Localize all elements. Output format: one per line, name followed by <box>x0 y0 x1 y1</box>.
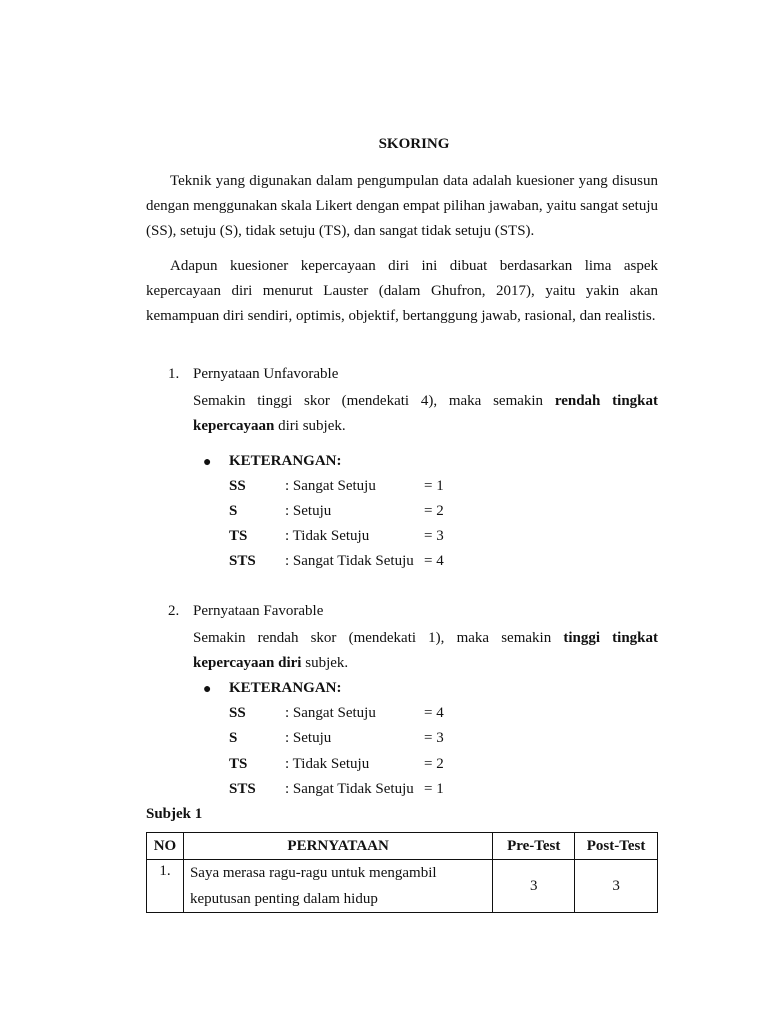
page-title: SKORING <box>378 136 450 152</box>
legend-label: : Tidak Setuju <box>285 756 370 772</box>
legend-value: = 3 <box>424 528 444 544</box>
table-row <box>147 860 658 913</box>
legend-value: = 1 <box>424 781 444 797</box>
header-no: NO <box>147 833 184 860</box>
score-table <box>146 832 658 913</box>
legend-code: STS <box>229 781 256 797</box>
legend-code: TS <box>229 756 248 772</box>
legend-value: = 4 <box>424 553 444 569</box>
legend-value: = 2 <box>424 503 444 519</box>
cell-no: 1. <box>147 860 184 913</box>
cell-statement: Saya merasa ragu-ragu untuk mengambil keputusan penting dalam hidup <box>183 860 492 913</box>
section-2-keterangan: KETERANGAN: <box>229 680 342 696</box>
legend-value: = 1 <box>424 478 444 494</box>
legend-label: : Setuju <box>285 730 332 746</box>
cell-post-test: 3 <box>575 860 658 913</box>
section-2-title: Pernyataan Favorable <box>193 603 324 619</box>
bullet-icon: ● <box>203 455 212 470</box>
legend-value: = 4 <box>424 705 444 721</box>
legend-value: = 3 <box>424 730 444 746</box>
legend-label: : Sangat Tidak Setuju <box>285 781 414 797</box>
paragraph-1: Teknik yang digunakan dalam pengumpulan data adalah kuesioner yang disusun dengan menggunakan skala Likert dengan empat pilihan jawaban, yaitu sangat setuju (SS), setuju (S), tidak setuju (TS), dan sangat tidak setuju (STS). <box>146 173 658 239</box>
legend-code: S <box>229 503 238 519</box>
section-1-title: Pernyataan Unfavorable <box>193 366 339 382</box>
section-1-number: 1. <box>168 366 180 382</box>
cell-pre-test: 3 <box>493 860 575 913</box>
legend-label: : Setuju <box>285 503 332 519</box>
legend-label: : Sangat Setuju <box>285 705 376 721</box>
header-pre-test: Pre-Test <box>493 833 575 860</box>
legend-value: = 2 <box>424 756 444 772</box>
bullet-icon: ● <box>203 682 212 697</box>
legend-code: SS <box>229 705 246 721</box>
legend-code: TS <box>229 528 248 544</box>
header-post-test: Post-Test <box>575 833 658 860</box>
subject-label: Subjek 1 <box>146 806 203 822</box>
legend-code: SS <box>229 478 246 494</box>
section-1-keterangan: KETERANGAN: <box>229 453 342 469</box>
legend-code: STS <box>229 553 256 569</box>
legend-label: : Sangat Setuju <box>285 478 376 494</box>
legend-code: S <box>229 730 238 746</box>
legend-label: : Sangat Tidak Setuju <box>285 553 414 569</box>
header-pernyataan: PERNYATAAN <box>183 833 492 860</box>
section-1-description: Semakin tinggi skor (mendekati 4), maka semakin rendah tingkat kepercayaan diri subjek. <box>193 393 658 434</box>
paragraph-2: Adapun kuesioner kepercayaan diri ini dibuat berdasarkan lima aspek kepercayaan diri menurut Lauster (dalam Ghufron, 2017), yaitu yakin akan kemampuan diri sendiri, optimis, objektif, bertanggung jawab, rasional, dan realistis. <box>146 258 658 324</box>
legend-label: : Tidak Setuju <box>285 528 370 544</box>
section-2-description: Semakin rendah skor (mendekati 1), maka semakin tinggi tingkat kepercayaan diri subjek. <box>193 630 659 671</box>
section-2-number: 2. <box>168 603 180 619</box>
table-header-row <box>147 833 658 860</box>
